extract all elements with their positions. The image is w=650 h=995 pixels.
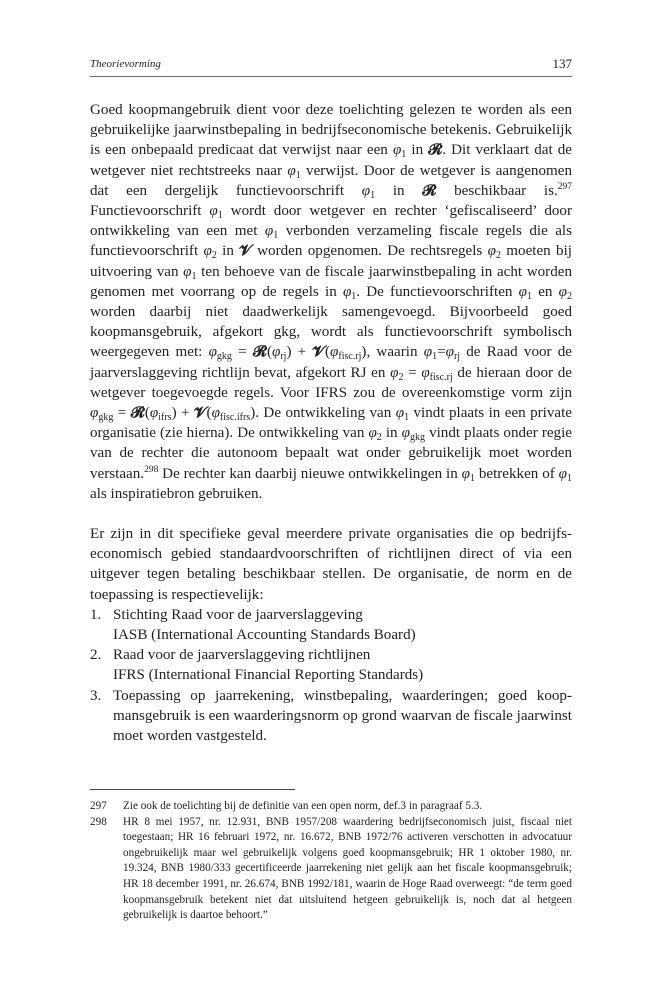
- symbol-phi: φ: [368, 425, 377, 442]
- list-line: IFRS (International Financial Reporting Standards): [113, 667, 424, 684]
- symbol-phi: φ: [401, 425, 411, 442]
- subscript: 2: [211, 250, 217, 262]
- symbol-phi: φ: [90, 405, 99, 422]
- text-run: . De ontwikkeling van: [255, 405, 396, 422]
- organisation-list: [90, 605, 572, 746]
- subscript: 1: [295, 169, 301, 181]
- footnote-298: [90, 815, 572, 924]
- symbol-phi: φ: [361, 182, 371, 199]
- formula-ifrs: [90, 405, 256, 424]
- symbol-phi: φ: [421, 364, 430, 381]
- operator: =: [403, 364, 422, 381]
- subscript: 2: [398, 371, 404, 383]
- subscript: 1: [351, 290, 357, 302]
- subscript: fisc.ifrs: [219, 412, 251, 424]
- symbol-r: 𝓡: [422, 182, 437, 199]
- symbol-r: 𝓡: [428, 142, 443, 159]
- footnote-ref-297[interactable]: 297: [557, 181, 572, 192]
- operator: (: [324, 344, 331, 361]
- operator: ): [361, 344, 367, 361]
- subscript: 2: [376, 432, 382, 444]
- footnote-rule: [90, 789, 295, 790]
- subscript: rj: [453, 351, 461, 363]
- symbol-r: 𝓡: [252, 344, 267, 361]
- symbol-phi: φ: [445, 344, 454, 361]
- list-number: 1.: [90, 606, 102, 623]
- text-run: De rechter kan daarbij nieuwe ontwikkelingen in: [158, 465, 462, 482]
- symbol-v: 𝓥: [239, 243, 252, 260]
- page-number: 137: [552, 56, 572, 71]
- text-run: in: [406, 142, 429, 159]
- subscript: fisc.rj: [429, 371, 453, 383]
- symbol-v: 𝓥: [312, 344, 325, 361]
- running-title: Theorievorming: [90, 58, 161, 70]
- text-run: worden daarbij niet daadwerkelijk samengevoegd. Bijvoorbeeld goed koopmansgebruik, afgekort gkg, wordt als functievoorschrift symbolisch weergegeven met:: [90, 304, 572, 361]
- text-run: beschikbaar is.: [436, 182, 558, 199]
- subscript: 1: [432, 351, 438, 363]
- text-run: als inspiratiebron gebruiken.: [90, 485, 263, 502]
- list-line: Stichting Raad voor de jaarverslaggeving: [113, 606, 363, 623]
- operator: ): [286, 344, 292, 361]
- text-run: . De functievoorschriften: [356, 283, 519, 300]
- text-run: in: [381, 425, 402, 442]
- list-item: [90, 645, 572, 685]
- operator: ): [171, 405, 177, 422]
- list-item: [90, 686, 572, 747]
- formula-gkg: [208, 344, 367, 363]
- text-run: . Dit verklaart dat de wetgever niet rechtstreeks naar: [90, 142, 572, 179]
- text-run: in: [375, 182, 423, 199]
- symbol-phi: φ: [392, 142, 402, 159]
- list-number: 3.: [90, 687, 102, 704]
- symbol-phi: φ: [149, 405, 159, 422]
- operator: (: [266, 344, 272, 361]
- list-number: 2.: [90, 647, 102, 664]
- text-run: vindt plaats onder regie van de rechter die autonoom bepaalt wat onder gebruikelijk moet worden verstaan.: [90, 425, 572, 482]
- text-run: ten behoeve van de fiscale jaarwinstbepaling in acht worden genomen met voorrang op de regels in: [90, 263, 572, 300]
- symbol-phi: φ: [183, 263, 192, 280]
- subscript: gkg: [410, 432, 426, 444]
- body-text: [90, 100, 572, 746]
- text-run: worden opgenomen. De rechtsregels: [251, 243, 488, 260]
- text-run: in: [216, 243, 240, 260]
- operator: ): [250, 405, 256, 422]
- text-run: verwijst. Door de wetgever is aangenomen dat een dergelijk functievoorschrift: [90, 162, 572, 199]
- footnote-ref-298[interactable]: 298: [144, 464, 159, 475]
- subscript: 1: [567, 472, 573, 484]
- symbol-phi: φ: [487, 243, 496, 260]
- symbol-v: 𝓥: [193, 405, 207, 422]
- text-run: Functievoorschrift: [90, 203, 210, 220]
- symbol-phi: φ: [208, 344, 217, 361]
- footnote-number: 298: [90, 815, 107, 828]
- footnotes: [90, 799, 572, 924]
- subscript: gkg: [216, 351, 232, 363]
- subscript: 2: [567, 290, 572, 302]
- symbol-phi: φ: [271, 344, 281, 361]
- list-line: IASB (International Accounting Standards Board): [113, 627, 416, 644]
- subscript: rj: [280, 351, 287, 363]
- paragraph-2: [90, 524, 572, 605]
- text-run: Er zijn in dit specifieke geval meerdere private organisaties die op bedrijfseconomisch gebied standaardvoorschriften of richtlijnen direct of via een uitgever tegen betaling beschikbaar stellen. De organisatie, de norm en de toepassing is respectievelijk:: [90, 526, 572, 603]
- footnote-text: HR 8 mei 1957, nr. 12.931, BNB 1957/208 waardering bedrijfseconomisch juist, fiscaal niet toegestaan; HR 16 februari 1972, nr. 16.672, BNB 1972/76 activeren verschotten in advocatuur ongebruikelijk maar wel gebruikelijk volgens goed koopmansgebruik; HR 1 oktober 1980, nr. 19.324, BNB 1980/333 gecertificeerde jaarrekening niet gelijk aan het fiscale koopmansgebruik; HR 18 december 1991, nr. 26.674, BNB 1992/181, waarin de Hoge Raad overweegt: “de term goed koopmansgebruik betekent niet dat uitsluitend hetgeen gebruikelijk is, noch dat al hetgeen gebruikelijk is daartoe behoort.”: [123, 815, 572, 922]
- text-run: vindt plaats in een private organisatie (zie hierna). De ontwikkeling van: [90, 405, 573, 442]
- subscript: gkg: [98, 412, 114, 424]
- subscript: 1: [527, 290, 532, 302]
- subscript: ifrs: [158, 412, 172, 424]
- operator: =: [437, 344, 446, 361]
- symbol-phi: φ: [461, 465, 470, 482]
- subscript: 1: [401, 149, 407, 161]
- symbol-phi: φ: [209, 203, 218, 220]
- subscript: 1: [191, 270, 197, 282]
- subscript: fisc.rj: [338, 351, 362, 363]
- list-item: [90, 605, 572, 645]
- subscript: 1: [217, 210, 223, 222]
- footnote-number: 297: [90, 800, 107, 812]
- text-run: en: [532, 283, 559, 300]
- text-run: betrekken of: [474, 465, 559, 482]
- header-rule: [90, 76, 572, 77]
- subscript: 1: [273, 230, 279, 242]
- symbol-phi: φ: [287, 162, 296, 179]
- symbol-phi: φ: [423, 344, 433, 361]
- symbol-phi: φ: [211, 405, 220, 422]
- subscript: 2: [495, 250, 501, 262]
- paragraph-1: [90, 100, 572, 504]
- symbol-phi: φ: [342, 283, 352, 300]
- symbol-phi: φ: [395, 405, 405, 422]
- symbol-phi: φ: [518, 283, 527, 300]
- symbol-phi: φ: [558, 465, 568, 482]
- text-run: Goed koopmangebruik dient voor deze toelichting gelezen te worden als een gebruikelijke jaarwinstbepaling in bedrijfseconomische betekenis. Gebruikelijk is een onbepaald predicaat dat verwijst naar een: [90, 102, 572, 159]
- symbol-phi: φ: [264, 223, 274, 240]
- text-run: , waarin: [366, 344, 424, 361]
- subscript: 1: [404, 412, 410, 424]
- text-run: de Raad voor de jaarverslaggeving richtlijn bevat, afgekort RJ en: [90, 344, 573, 381]
- symbol-phi: φ: [330, 344, 339, 361]
- operator: +: [291, 344, 313, 361]
- symbol-r: 𝓡: [130, 405, 145, 422]
- text-run: de hieraan door de wetgever toegevoegde regels. Voor IFRS zou de overeenkomstige vorm zijn: [90, 364, 572, 401]
- operator: (: [206, 405, 212, 422]
- list-line: Raad voor de jaarverslaggeving richtlijnen: [113, 647, 371, 664]
- subscript: 1: [370, 189, 376, 201]
- footnote-297: [90, 799, 572, 815]
- list-text: Toepassing op jaarrekening, winstbepaling, waarderingen; goed koopmansgebruik is een waarderingsnorm op grond waarvan de fiscale jaarwinst moet worden vastgesteld.: [113, 687, 572, 745]
- symbol-phi: φ: [203, 243, 212, 260]
- symbol-phi: φ: [390, 364, 399, 381]
- operator: (: [144, 405, 150, 422]
- symbol-phi: φ: [558, 283, 567, 300]
- operator: +: [176, 405, 194, 422]
- footnote-text: Zie ook de toelichting bij de definitie van een open norm, def.3 in paragraaf 5.3.: [123, 800, 483, 812]
- text-run: moeten bij uitvoering van: [90, 243, 572, 280]
- operator: =: [113, 405, 131, 422]
- subscript: 1: [469, 472, 475, 484]
- operator: =: [231, 344, 253, 361]
- text-run: wordt door wetgever en rechter ‘gefiscaliseerd’ door ontwikkeling van een met: [90, 203, 572, 240]
- text-run: verbonden verzameling fiscale regels die als functievoorschrift: [90, 223, 572, 260]
